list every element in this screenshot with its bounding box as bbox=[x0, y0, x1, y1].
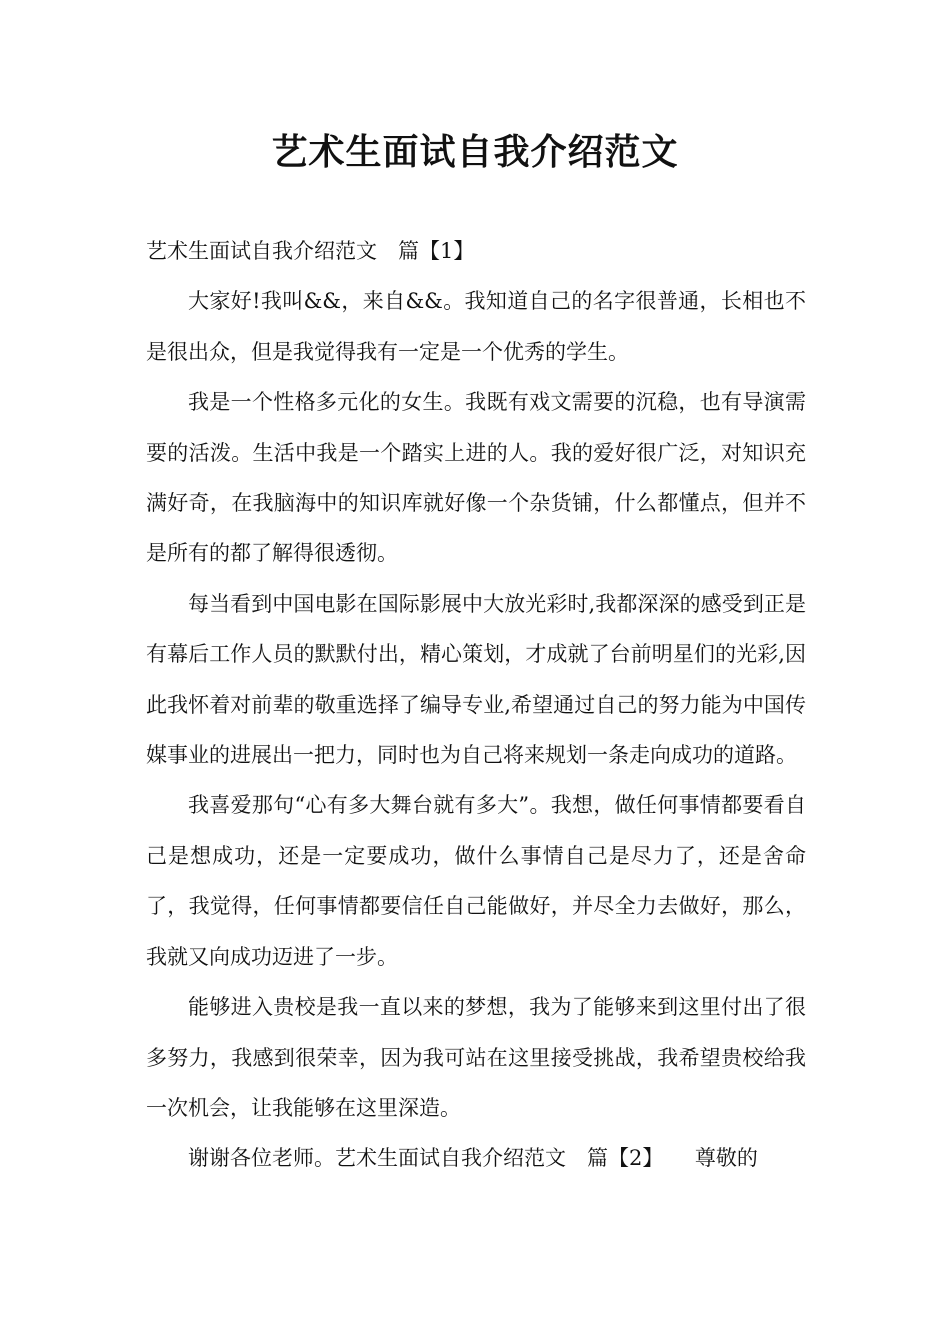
paragraph-motivation: 每当看到中国电影在国际影展中大放光彩时,我都深深的感受到正是有幕后工作人员的默默付出，精心策划，才成就了台前明星们的光彩,因此我怀着对前辈的敬重选择了编导专业,希望通过自己的努力能为中国传媒事业的进展出一把力，同时也为自己将来规划一条走向成功的道路。 bbox=[146, 591, 806, 768]
paragraph-personality: 我是一个性格多元化的女生。我既有戏文需要的沉稳，也有导演需要的活泼。生活中我是一个踏实上进的人。我的爱好很广泛，对知识充满好奇，在我脑海中的知识库就好像一个杂货铺，什么都懂点，但并不是所有的都了解得很透彻。 bbox=[146, 390, 806, 566]
paragraph-aspiration: 能够进入贵校是我一直以来的梦想，我为了能够来到这里付出了很多努力，我感到很荣幸，因为我可站在这里接受挑战，我希望贵校给我一次机会，让我能够在这里深造。 bbox=[146, 995, 806, 1120]
paragraph-attitude: 我喜爱那句“心有多大舞台就有多大”。我想，做任何事情都要看自己是想成功，还是一定要成功，做什么事情自己是尽力了，还是舍命了，我觉得，任何事情都要信任自己能做好，并尽全力去做好，那么，我就又向成功迈进了一步。 bbox=[146, 793, 806, 969]
section-heading: 艺术生面试自我介绍范文 篇【1】 bbox=[146, 239, 475, 263]
paragraph-greeting: 大家好!我叫&&，来自&&。我知道自己的名字很普通，长相也不是很出众，但是我觉得我有一定是一个优秀的学生。 bbox=[146, 289, 806, 364]
closing-line: 谢谢各位老师。艺术生面试自我介绍范文 篇【2】 尊敬的 bbox=[188, 1146, 758, 1171]
document-body bbox=[146, 226, 806, 1184]
document-title: 艺术生面试自我介绍范文 bbox=[271, 132, 679, 173]
